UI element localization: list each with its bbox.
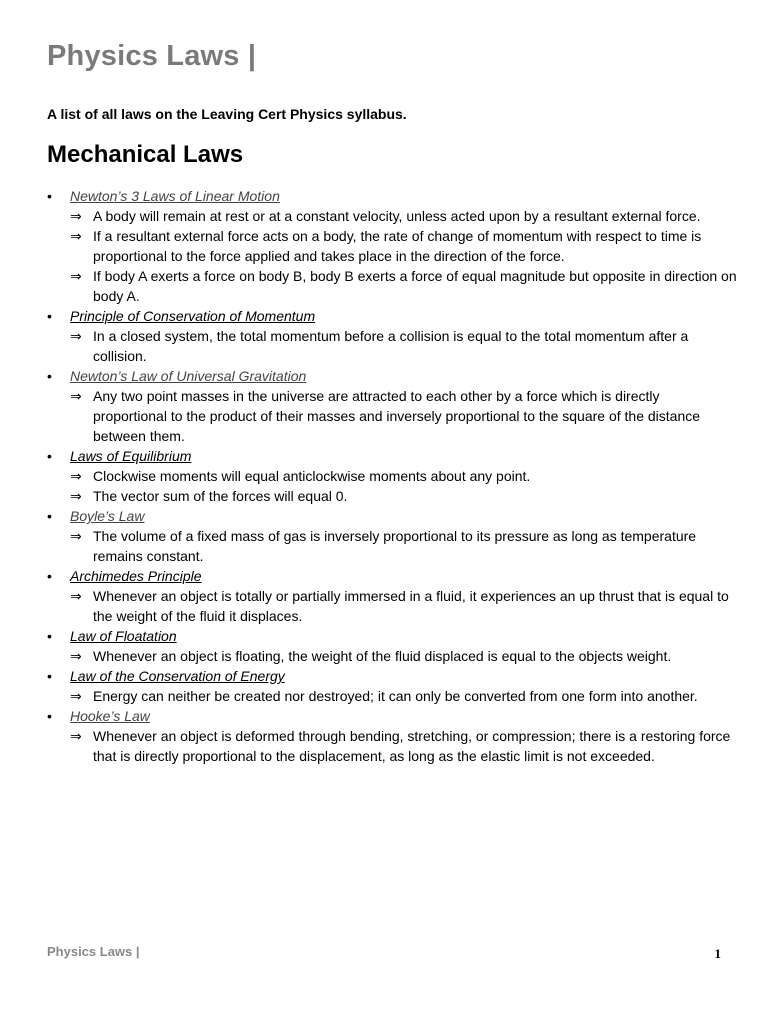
law-statements bbox=[70, 586, 737, 626]
page-title: Physics Laws | bbox=[47, 40, 257, 72]
implies-arrow-icon: ⇒ bbox=[70, 488, 82, 504]
statement-text: Whenever an object is deformed through bending, stretching, or compression; there is a restoring force that is directly proportional to the displacement, as long as the elastic limit is not exceeded. bbox=[93, 728, 731, 764]
page-subtitle: A list of all laws on the Leaving Cert Physics syllabus. bbox=[47, 106, 407, 122]
law-statements bbox=[70, 466, 737, 506]
statement-text: If body A exerts a force on body B, body B exerts a force of equal magnitude but opposite in direction on body A. bbox=[93, 268, 737, 304]
law-item bbox=[47, 706, 737, 766]
implies-arrow-icon: ⇒ bbox=[70, 268, 82, 284]
implies-arrow-icon: ⇒ bbox=[70, 228, 82, 244]
law-statement bbox=[70, 486, 737, 506]
law-item bbox=[47, 626, 737, 666]
law-name: Law of Floatation bbox=[70, 628, 177, 644]
law-name: Law of the Conservation of Energy bbox=[70, 668, 285, 684]
law-statement bbox=[70, 206, 737, 226]
implies-arrow-icon: ⇒ bbox=[70, 468, 82, 484]
law-name: Newton’s 3 Laws of Linear Motion bbox=[70, 188, 280, 204]
statement-text: Any two point masses in the universe are attracted to each other by a force which is directly proportional to the product of their masses and inversely proportional to the square of the distance between them. bbox=[93, 388, 701, 444]
law-item bbox=[47, 666, 737, 706]
implies-arrow-icon: ⇒ bbox=[70, 588, 82, 604]
law-name: Newton’s Law of Universal Gravitation bbox=[70, 368, 307, 384]
law-statement bbox=[70, 226, 737, 266]
law-item bbox=[47, 566, 737, 626]
law-list bbox=[47, 186, 737, 766]
implies-arrow-icon: ⇒ bbox=[70, 388, 82, 404]
law-name: Hooke’s Law bbox=[70, 708, 150, 724]
implies-arrow-icon: ⇒ bbox=[70, 208, 82, 224]
law-statement bbox=[70, 526, 737, 566]
statement-text: Energy can neither be created nor destroyed; it can only be converted from one form into another. bbox=[93, 688, 698, 704]
law-statements bbox=[70, 686, 737, 706]
statement-text: Whenever an object is totally or partially immersed in a fluid, it experiences an up thrust that is equal to the weight of the fluid it displaces. bbox=[93, 588, 729, 624]
law-statement bbox=[70, 586, 737, 626]
law-statement bbox=[70, 466, 737, 486]
law-statements bbox=[70, 326, 737, 366]
section-heading: Mechanical Laws bbox=[47, 141, 244, 168]
law-statement bbox=[70, 386, 737, 446]
law-statement bbox=[70, 646, 737, 666]
statement-text: If a resultant external force acts on a body, the rate of change of momentum with respect to time is proportional to the force applied and takes place in the direction of the force. bbox=[93, 228, 702, 264]
law-statement bbox=[70, 726, 737, 766]
law-statements bbox=[70, 646, 737, 666]
implies-arrow-icon: ⇒ bbox=[70, 528, 82, 544]
law-item bbox=[47, 446, 737, 506]
law-statement bbox=[70, 326, 737, 366]
statement-text: The volume of a fixed mass of gas is inversely proportional to its pressure as long as temperature remains constant. bbox=[93, 528, 697, 564]
law-statements bbox=[70, 726, 737, 766]
law-item bbox=[47, 506, 737, 566]
statement-text: In a closed system, the total momentum before a collision is equal to the total momentum after a collision. bbox=[93, 328, 689, 364]
law-statements bbox=[70, 526, 737, 566]
statement-text: Whenever an object is floating, the weight of the fluid displaced is equal to the objects weight. bbox=[93, 648, 672, 664]
law-statement bbox=[70, 686, 737, 706]
law-item bbox=[47, 366, 737, 446]
statement-text: The vector sum of the forces will equal 0. bbox=[93, 488, 348, 504]
law-item bbox=[47, 306, 737, 366]
law-name: Boyle’s Law bbox=[70, 508, 145, 524]
statement-text: A body will remain at rest or at a constant velocity, unless acted upon by a resultant external force. bbox=[93, 208, 701, 224]
law-name: Laws of Equilibrium bbox=[70, 448, 192, 464]
page-number: 1 bbox=[714, 946, 721, 961]
statement-text: Clockwise moments will equal anticlockwise moments about any point. bbox=[93, 468, 531, 484]
law-statements bbox=[70, 206, 737, 306]
implies-arrow-icon: ⇒ bbox=[70, 728, 82, 744]
law-item bbox=[47, 186, 737, 306]
footer-title: Physics Laws | bbox=[47, 944, 140, 959]
implies-arrow-icon: ⇒ bbox=[70, 688, 82, 704]
law-statements bbox=[70, 386, 737, 446]
law-statement bbox=[70, 266, 737, 306]
law-name: Principle of Conservation of Momentum bbox=[70, 308, 316, 324]
implies-arrow-icon: ⇒ bbox=[70, 328, 82, 344]
law-name: Archimedes Principle bbox=[70, 568, 202, 584]
implies-arrow-icon: ⇒ bbox=[70, 648, 82, 664]
